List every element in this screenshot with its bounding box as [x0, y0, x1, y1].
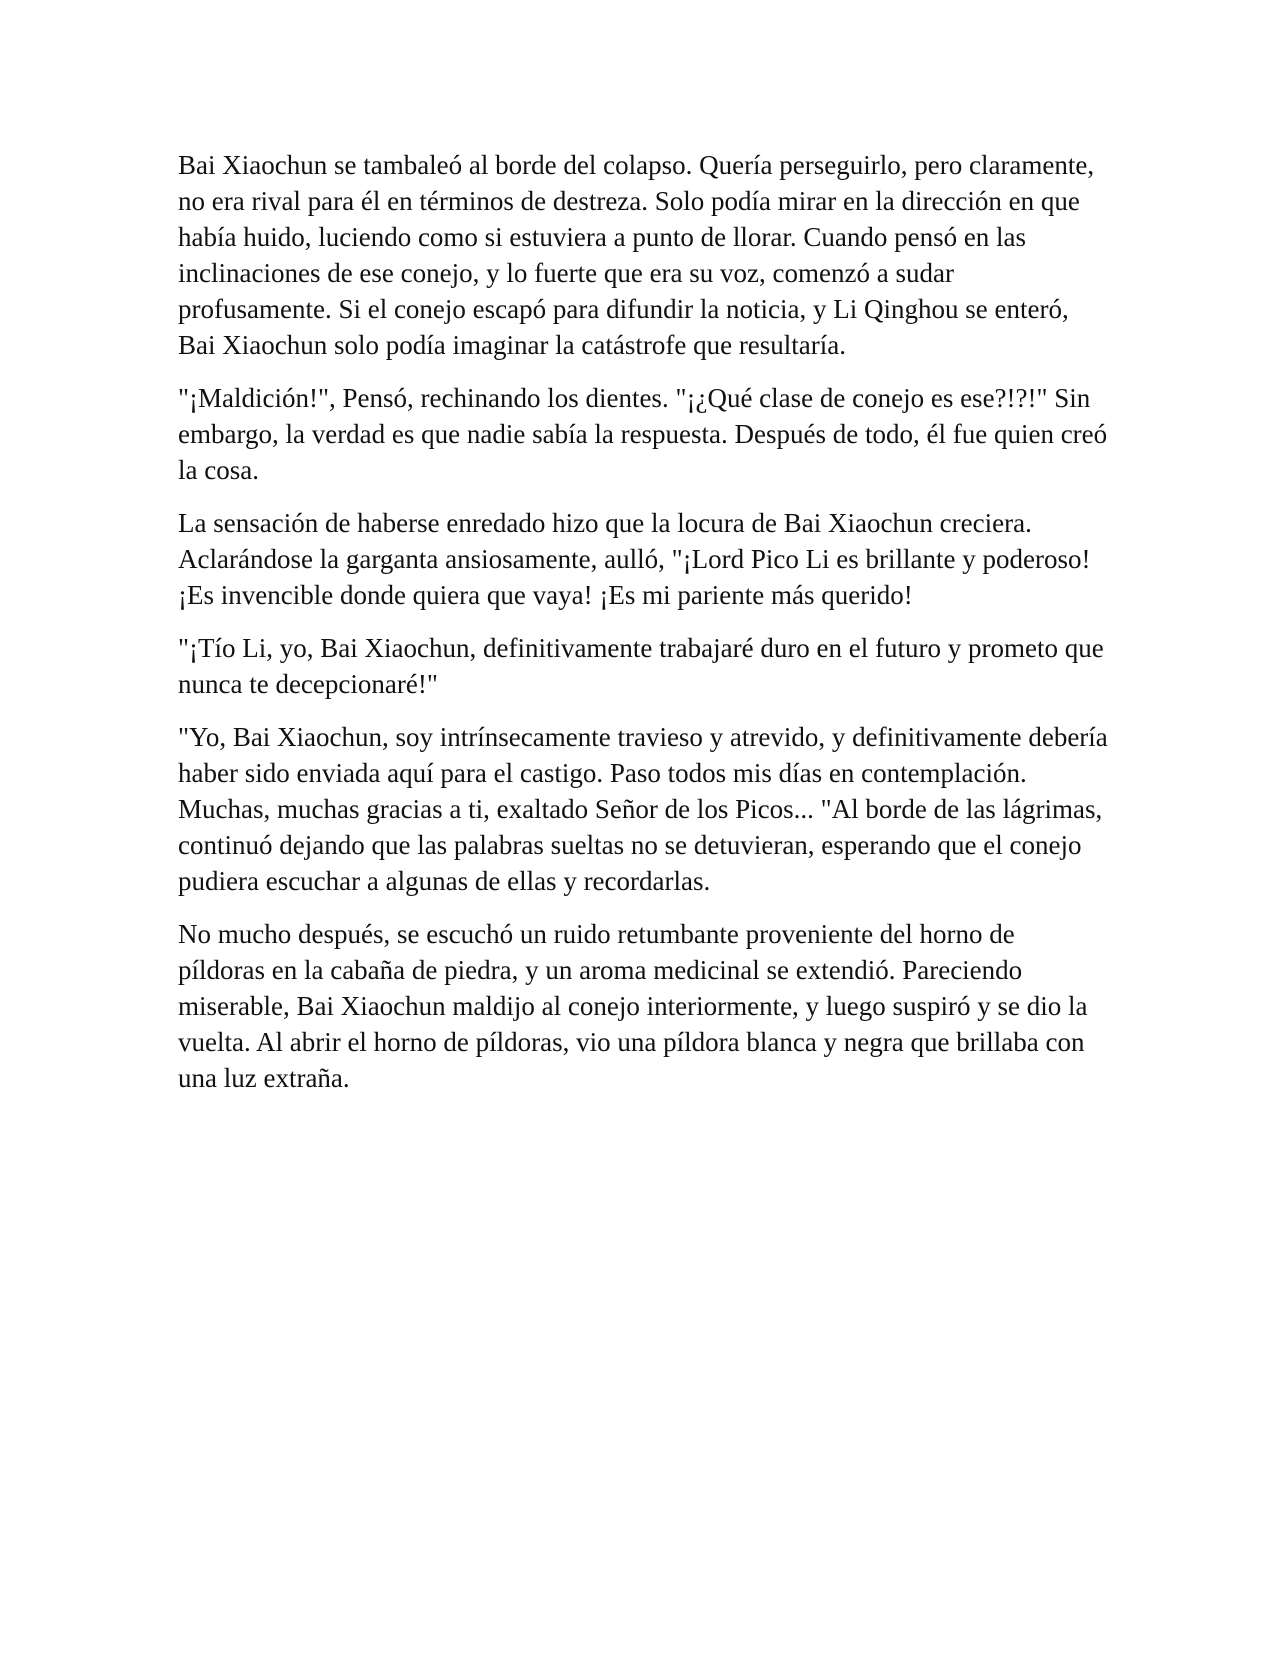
paragraph: "¡Maldición!", Pensó, rechinando los dientes. "¡¿Qué clase de conejo es ese?!?!" Sin embargo, la verdad es que nadie sabía la respuesta. Después de todo, él fue quien creó la cosa. — [178, 383, 1108, 485]
paragraph: "¡Tío Li, yo, Bai Xiaochun, definitivamente trabajaré duro en el futuro y prometo que nunca te decepcionaré!" — [178, 633, 1104, 699]
paragraph: No mucho después, se escuchó un ruido retumbante proveniente del horno de píldoras en la cabaña de piedra, y un aroma medicinal se extendió. Pareciendo miserable, Bai Xiaochun maldijo al conejo interiormente, y luego suspiró y se dio la vuelta. Al abrir el horno de píldoras, vio una píldora blanca y negra que brillaba con una luz extraña. — [178, 919, 1088, 1093]
document-body — [178, 147, 1108, 1113]
paragraph: "Yo, Bai Xiaochun, soy intrínsecamente travieso y atrevido, y definitivamente debería haber sido enviada aquí para el castigo. Paso todos mis días en contemplación. Muchas, muchas gracias a ti, exaltado Señor de los Picos... "Al borde de las lágrimas, continuó dejando que las palabras sueltas no se detuvieran, esperando que el conejo pudiera escuchar a algunas de ellas y recordarlas. — [178, 722, 1108, 896]
paragraph: La sensación de haberse enredado hizo que la locura de Bai Xiaochun creciera. Aclarándose la garganta ansiosamente, aulló, "¡Lord Pico Li es brillante y poderoso! ¡Es invencible donde quiera que vaya! ¡Es mi pariente más querido! — [178, 508, 1091, 610]
paragraph: Bai Xiaochun se tambaleó al borde del colapso. Quería perseguirlo, pero claramente, no era rival para él en términos de destreza. Solo podía mirar en la dirección en que había huido, luciendo como si estuviera a punto de llorar. Cuando pensó en las inclinaciones de ese conejo, y lo fuerte que era su voz, comenzó a sudar profusamente. Si el conejo escapó para difundir la noticia, y Li Qinghou se enteró, Bai Xiaochun solo podía imaginar la catástrofe que resultaría. — [178, 150, 1095, 360]
